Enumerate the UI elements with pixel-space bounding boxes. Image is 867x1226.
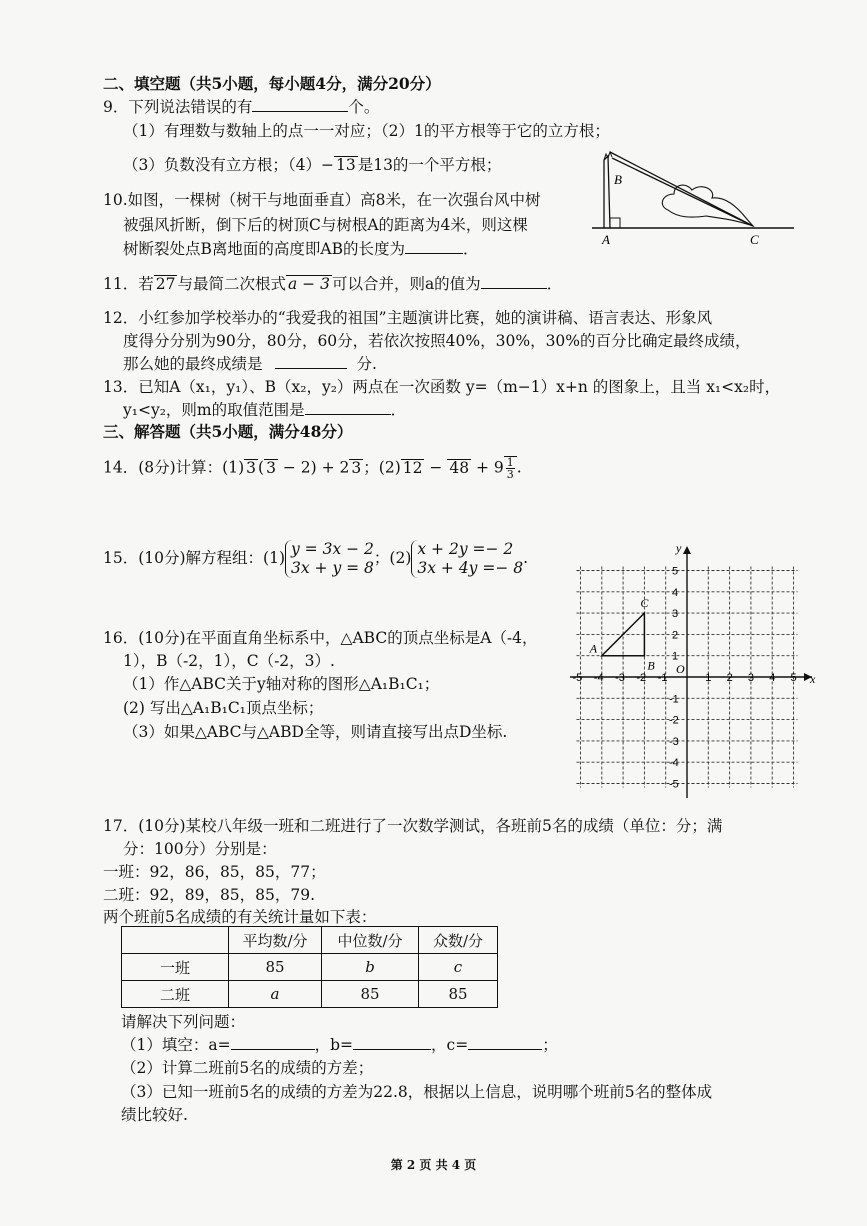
q17-p1-d: ；: [542, 1036, 558, 1054]
q17-line2: 分：100分）分别是：: [123, 840, 277, 858]
q15-end: .: [523, 549, 529, 567]
x-tick-label: -2: [636, 672, 647, 684]
q11-answer-blank[interactable]: [481, 274, 547, 289]
q12-line3-a: 那么她的最终成绩是: [123, 355, 263, 373]
y-tick-label: 5: [672, 565, 679, 578]
q16-line4: (2) 写出△A₁B₁C₁顶点坐标；: [123, 699, 324, 717]
origin-label: O: [676, 662, 685, 676]
section3-title: 三、解答题（共5小题，满分48分）: [103, 422, 353, 441]
q9-stem-text: 9．下列说法错误的有: [103, 98, 253, 116]
q11-a: 11．若: [103, 275, 154, 293]
y-axis-arrow: [683, 546, 691, 554]
q17-p1-a: （1）填空：a=: [121, 1036, 231, 1054]
table-cell: b: [322, 954, 419, 981]
q17-line3: 一班：92，86，85，85，77；: [103, 863, 326, 881]
sqrt-3-a: 3: [246, 458, 257, 477]
q16-line5: （3）如果△ABC与△ABD全等，则请直接写出点D坐标.: [123, 723, 508, 741]
q11-b: 与最简二次根式: [177, 275, 286, 293]
q12-line2: 度得分分别为90分，80分，60分，若依次按照40%，30%，30%的百分比确定最终成绩，: [123, 332, 751, 350]
q13-answer-blank[interactable]: [305, 400, 391, 415]
sqrt-3-c: 3: [351, 458, 362, 477]
right-angle-mark: [610, 218, 620, 228]
q17-p1-b: ，b=: [314, 1036, 354, 1054]
q14-a: 14．(8分)计算：(1): [103, 458, 245, 477]
page-footer: 第 2 页 共 4 页: [390, 1158, 477, 1172]
table-cell: a: [229, 981, 322, 1008]
q13-line2-a: y₁<y₂，则m的取值范围是: [123, 401, 305, 419]
table-header-row: [122, 927, 498, 954]
q17-part2: （2）计算二班前5名的成绩的方差；: [121, 1059, 374, 1077]
q16-line3: （1）作△ABC关于y轴对称的图形△A₁B₁C₁；: [123, 675, 440, 693]
q9-line2-a: （3）负数没有立方根；（4）−: [123, 156, 334, 174]
y-tick-label: -1: [669, 693, 679, 706]
q11-c: 可以合并，则a的值为: [331, 275, 481, 293]
y-tick-label: 4: [672, 586, 679, 599]
q9-stem: [103, 97, 379, 117]
section2-title: 二、填空题（共5小题，每小题4分，满分20分）: [103, 74, 441, 93]
equation-system-2: x + 2y =− 2 3x + 4y =− 8: [411, 540, 523, 578]
q11: [103, 274, 562, 294]
y-tick-label: 3: [672, 608, 679, 621]
table-row: [122, 954, 498, 981]
q12-line3: [123, 354, 377, 374]
q9-stem-end: 个。: [348, 98, 380, 116]
q17-part3-line2: 绩比较好.: [121, 1106, 188, 1124]
q9-line1: （1）有理数与数轴上的点一一对应；（2）1的平方根等于它的立方根；: [123, 122, 610, 140]
table-cell: c: [419, 954, 498, 981]
table-cell: 85: [419, 981, 498, 1008]
q17-ask: 请解决下列问题：: [121, 1013, 246, 1031]
x-tick-label: 4: [769, 672, 776, 684]
y-tick-label: 1: [672, 650, 679, 663]
q14-f: + 9: [471, 458, 504, 477]
q9-line2: [123, 155, 501, 175]
q10-line3: [123, 239, 479, 259]
q14: [103, 456, 522, 480]
sqrt-13: 13: [335, 156, 356, 174]
q10-line2: 被强风折断，倒下后的树顶C与树根A的距离为4米，则这棵: [123, 216, 528, 234]
q17-line5: 两个班前5名成绩的有关统计量如下表：: [103, 908, 377, 926]
q10-answer-blank[interactable]: [405, 239, 463, 254]
q9-line2-b: 是13的一个平方根；: [357, 156, 502, 174]
x-axis-label: x: [810, 672, 816, 686]
sqrt-a-minus-3: a − 3: [287, 275, 330, 293]
q17-line4: 二班：92，89，85，85，79.: [103, 886, 316, 904]
x-tick-label: 2: [726, 672, 733, 684]
table-header-cell: 中位数/分: [322, 927, 419, 954]
x-tick-label: 1: [705, 672, 712, 684]
q13-line1: 13．已知A（x₁，y₁）、B（x₂，y₂）两点在一次函数 y=（m−1）x+n 的图象上，且当 x₁<x₂时，: [103, 378, 781, 396]
q15-sep: ；(2): [373, 549, 412, 567]
q14-d: ；(2): [363, 458, 401, 477]
q17-p1-c: ，c=: [431, 1036, 469, 1054]
q17-answer-b-blank[interactable]: [353, 1035, 431, 1050]
q11-d: ．: [546, 275, 563, 293]
x-tick-label: -1: [657, 672, 668, 684]
q16-line2: 1），B（-2，1），C（-2，3）.: [123, 652, 335, 670]
q17-part1: [121, 1035, 558, 1055]
table-cell: 一班: [122, 954, 229, 981]
coordinate-grid: [568, 540, 818, 802]
q13-line2: [123, 400, 406, 420]
y-tick-label: -5: [669, 778, 679, 791]
q9-answer-blank[interactable]: [252, 97, 348, 112]
sqrt-27: 27: [155, 275, 176, 293]
broken-tree-figure: [588, 148, 798, 248]
sqrt-3-b: 3: [266, 458, 276, 477]
stats-table: [121, 926, 498, 1008]
q14-b: (: [258, 458, 265, 477]
table-cell: 85: [229, 954, 322, 981]
q10-line1: 10.如图，一棵树（树干与地面垂直）高8米，在一次强台风中树: [103, 191, 541, 209]
x-tick-label: 5: [790, 672, 797, 684]
q17-line1: 17．(10分)某校八年级一班和二班进行了一次数学测试，各班前5名的成绩（单位：分；满: [103, 817, 723, 835]
y-tick-label: -4: [669, 757, 679, 770]
fig-label-C: C: [750, 232, 759, 247]
q12-line3-b: 分.: [356, 355, 377, 373]
x-tick-label: -3: [615, 672, 625, 684]
y-axis-label: y: [676, 541, 682, 555]
q14-g: .: [516, 458, 522, 477]
table-header-cell: [122, 927, 229, 954]
q15-a: 15．(10分)解方程组：(1): [103, 549, 285, 567]
q17-answer-a-blank[interactable]: [231, 1035, 315, 1050]
y-tick-label: 2: [672, 629, 679, 642]
x-tick-label: -4: [593, 672, 604, 684]
x-tick-label: 3: [747, 672, 755, 684]
fig-label-B: B: [614, 172, 622, 187]
table-cell: 85: [322, 981, 419, 1008]
point-label-c: C: [640, 596, 649, 611]
equation-system-1: y = 3x − 2 3x + y = 8: [285, 540, 374, 578]
q14-c: − 2) + 2: [277, 458, 350, 477]
q14-e: −: [424, 458, 448, 477]
fig-label-A: A: [602, 232, 610, 247]
q12-answer-blank[interactable]: [275, 354, 347, 369]
one-third-fraction: $\frac{1}{3}$: [506, 456, 514, 481]
y-tick-label: -3: [669, 735, 679, 748]
q16-line1: 16．(10分)在平面直角坐标系中，△ABC的顶点坐标是A（-4，: [103, 629, 538, 647]
q17-part3-line1: （3）已知一班前5名的成绩的方差为22.8，根据以上信息，说明哪个班前5名的整体成: [121, 1083, 713, 1101]
q12-line1: 12．小红参加学校举办的“我爱我的祖国”主题演讲比赛，她的演讲稿、语言表达、形象风: [103, 309, 713, 327]
y-tick-label: -2: [669, 714, 679, 727]
q15: [103, 538, 528, 578]
fallen-trunk-upper: [610, 152, 753, 226]
table-row: [122, 981, 498, 1008]
q13-line2-b: ．: [390, 401, 407, 419]
sqrt-one-third: [504, 456, 517, 480]
q10-line3-a: 树断裂处点B离地面的高度即AB的长度为: [123, 240, 405, 258]
tree-trunk: [604, 156, 610, 228]
point-label-a: A: [589, 641, 598, 656]
table-header-cell: 平均数/分: [229, 927, 322, 954]
q10-line3-b: ．: [462, 240, 479, 258]
table-cell: 二班: [122, 981, 229, 1008]
sqrt-48: 48: [449, 458, 470, 477]
sqrt-12: 12: [402, 458, 423, 477]
x-tick-label: -5: [572, 672, 583, 684]
table-header-cell: 众数/分: [419, 927, 498, 954]
point-label-b: B: [647, 658, 655, 673]
q17-answer-c-blank[interactable]: [468, 1035, 542, 1050]
